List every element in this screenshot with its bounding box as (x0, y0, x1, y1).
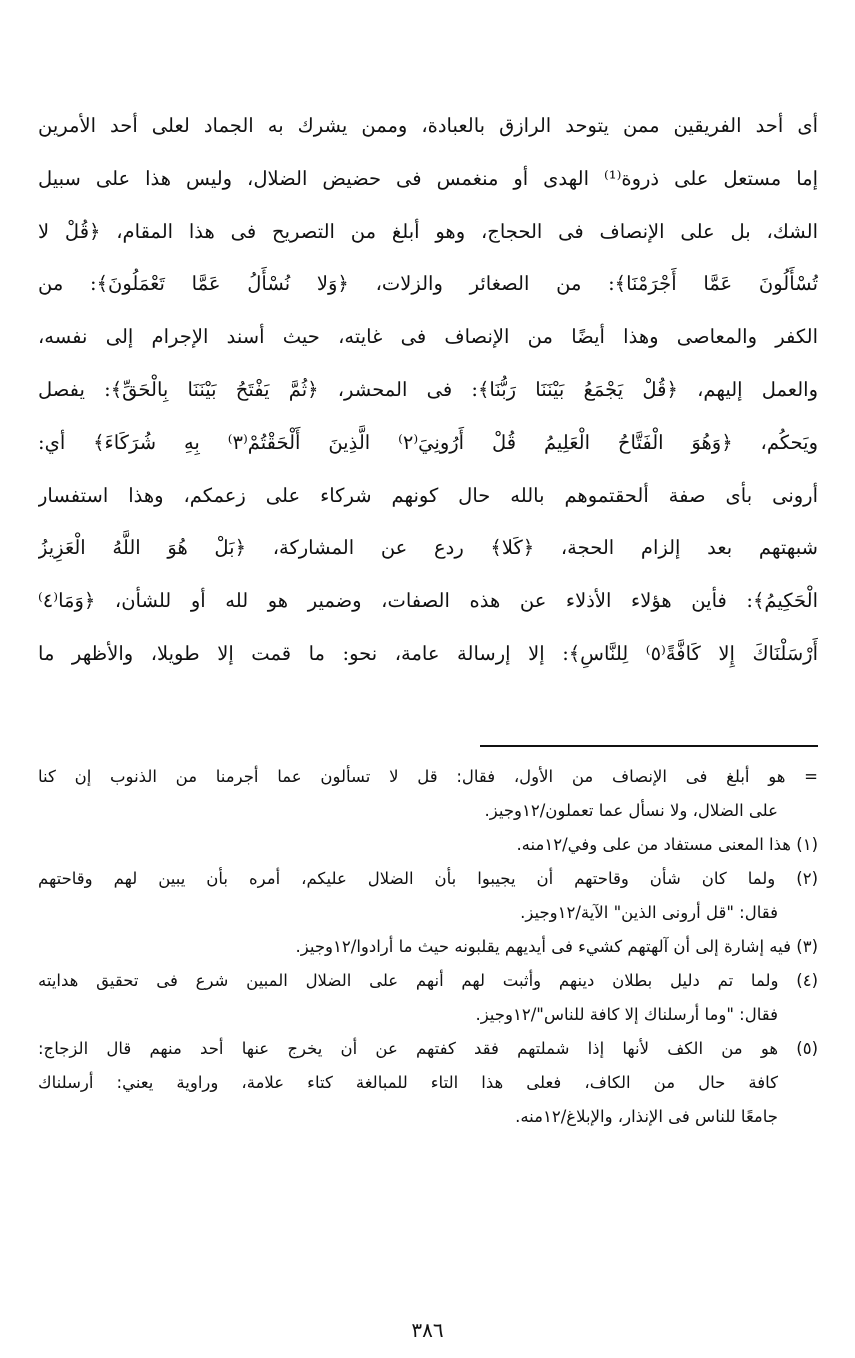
body-line: أرونى بأى صفة ألحقتموهم بالله حال كونهم شركاء على زعمكم، وهذا استفسار (38, 483, 818, 507)
body-line: أى أحد الفريقين ممن يتوحد الرازق بالعبادة، وممن يشرك به الجماد لعلى أحد الأمرين (38, 114, 818, 137)
body-line: إما مستعل على ذروة⁽¹⁾ الهدى أو منغمس فى حضيض الضلال، وليس هذا على سبيل (38, 166, 818, 190)
main-text-block (38, 100, 818, 681)
footnote-5-continuation: جامعًا للناس فى الإنذار، والإبلاغ/١٢منه. (515, 1107, 778, 1126)
page-number: ٣٨٦ (411, 1318, 444, 1342)
body-line: تُسْأَلُونَ عَمَّا أَجْرَمْنَا﴾: من الصغائر والزلات، ﴿وَلا نُسْأَلُ عَمَّا تَعْمَلُونَ﴾: من (38, 272, 818, 296)
body-line: أَرْسَلْنَاكَ إِلا كَافَّةً⁽٥⁾ لِلنَّاسِ﴾: إلا إرسالة عامة، نحو: ما قمت إلا طويلا، والأظهر ما (38, 641, 818, 665)
footnote-5: (٥) هو من الكف لأنها إذا شملتهم فقد كفتهم عن أن يخرج عنها أحد منهم قال الزجاج: (38, 1039, 818, 1058)
footnote-divider (480, 745, 818, 747)
body-line: الكفر والمعاصى وهذا أيضًا من الإنصاف فى غايته، حيث أسند الإجرام إلى نفسه، (38, 325, 818, 349)
body-line: ويَحكُم، ﴿وَهُوَ الْفَتَّاحُ الْعَلِيمُ قُلْ أَرُونِيَ⁽٢⁾ الَّذِينَ أَلْحَقْتُمْ⁽٣⁾ بِهِ شُرَكَاءَ﴾ أي: (38, 430, 818, 454)
footnotes-block (38, 760, 818, 1134)
footnote-1: (١) هذا المعنى مستفاد من على وفي/١٢منه. (516, 835, 818, 854)
body-line: شبهتهم بعد إلزام الحجة، ﴿كَلا﴾ ردع عن المشاركة، ﴿بَلْ هُوَ اللَّهُ الْعَزِيزُ (38, 536, 818, 560)
footnote-3: (٣) فيه إشارة إلى أن آلهتهم كشيء فى أيديهم يقلبونه حيث ما أرادوا/١٢وجيز. (295, 937, 818, 956)
footnote-continuation-line: على الضلال، ولا نسأل عما تعملون/١٢وجيز. (484, 801, 778, 820)
footnote-continuation-line: = هو أبلغ فى الإنصاف من الأول، فقال: قل لا تسألون عما أجرمنا من الذنوب إن كنا (38, 767, 818, 786)
body-line: الْحَكِيمُ﴾: فأين هؤلاء الأذلاء عن هذه الصفات، وضمير هو لله أو للشأن، ﴿وَمَا⁽٤⁾ (38, 589, 818, 613)
footnote-5-continuation: كافة حال من الكاف، فعلى هذا التاء للمبالغة كتاء علامة، وراوية يعني: أرسلناك (38, 1073, 778, 1092)
body-line: والعمل إليهم، ﴿قُلْ يَجْمَعُ بَيْنَنَا رَبُّنَا﴾: فى المحشر، ﴿ثُمَّ يَفْتَحُ بَيْنَنَا بِالْحَقِّ﴾: يفصل (38, 377, 818, 401)
footnote-2: (٢) ولما كان شأن وقاحتهم أن يجيبوا بأن الضلال عليكم، أمره بأن يبين لهم وقاحتهم (38, 869, 818, 888)
footnote-4: (٤) ولما تم دليل بطلان دينهم وأثبت لهم أنهم على الضلال المبين شرع فى تحقيق هدايته (38, 971, 818, 990)
body-line: الشك، بل على الإنصاف فى الحجاج، وهو أبلغ من التصريح فى هذا المقام، ﴿قُلْ لا (38, 219, 818, 243)
footnote-4-continuation: فقال: "وما أرسلناك إلا كافة للناس"/١٢وجيز. (475, 1005, 778, 1024)
footnote-2-continuation: فقال: "قل أرونى الذين" الآية/١٢وجيز. (520, 903, 778, 922)
